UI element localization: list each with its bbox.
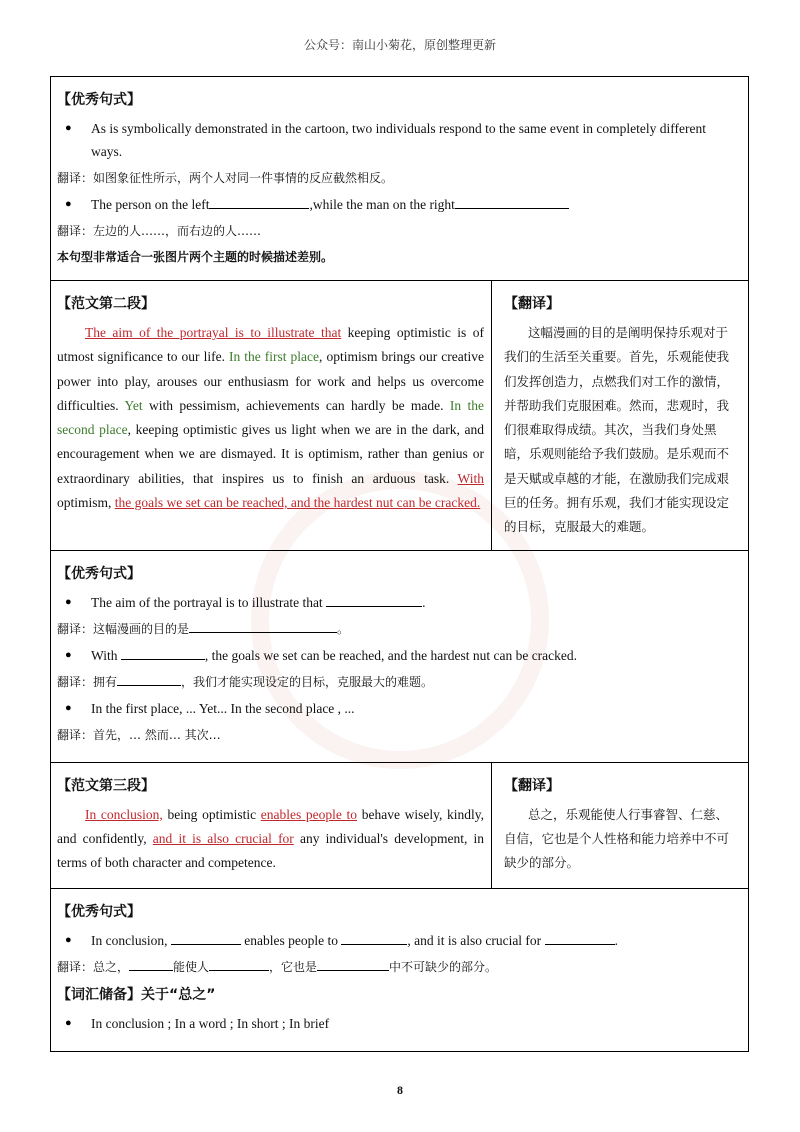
page-header: 公众号：南山小菊花，原创整理更新 — [303, 38, 496, 52]
essay-paragraph-3 — [51, 763, 492, 888]
translation-column — [492, 763, 748, 888]
translation-line: 翻译：首先，… 然而… 其次… — [57, 727, 221, 742]
translation-line: 翻译：这幅漫画的目的是 。 — [57, 618, 736, 640]
essay-text: In conclusion, being optimistic enables people to behave wisely, kindly, and confidently, and it is also crucial for any individual's development, in terms of both character and competence. — [57, 806, 484, 871]
translation-line: 翻译：如图象征性所示，两个人对同一件事情的反应截然相反。 — [57, 171, 394, 185]
bullet-item: ● The person on the left ,while the man on the right — [57, 193, 736, 216]
translation-column — [492, 281, 748, 550]
chinese-translation: 这幅漫画的目的是阐明保持乐观对于我们的生活至关重要。首先，乐观能使我们发挥创造力，点燃我们对工作的激情，并帮助我们克服困难。然而，悲观时，我们很难取得成绩。其次，当我们身处黑暗，乐观则能给予我们鼓励。是乐观而不是天赋或卓越的才能，在激励我们完成艰巨的任务。拥有乐观，我们才能实现设定的目标，克服最大的难题。 — [504, 325, 730, 535]
section-title: 【优秀句式】 — [57, 565, 141, 582]
section-title: 【范文第三段】 — [57, 777, 155, 794]
fill-blank — [341, 931, 407, 945]
bullet-item: ● In conclusion, enables people to , and it is also crucial for . — [57, 929, 736, 952]
fill-blank — [121, 646, 205, 660]
fill-blank — [209, 195, 309, 209]
excellent-sentences-box-3 — [50, 888, 749, 1052]
page-number: 8 — [397, 1083, 403, 1097]
fill-blank — [189, 619, 337, 633]
fill-blank — [129, 957, 173, 971]
bullet-item: ● With , the goals we set can be reached, and the hardest nut can be cracked. — [57, 644, 736, 667]
bullet-item: ● In the first place, ... Yet... In the second place , ... — [57, 697, 736, 720]
vocabulary-title: 【词汇储备】关于“总之” — [57, 986, 216, 1003]
fill-blank — [117, 672, 181, 686]
translation-line: 翻译：拥有 ，我们才能实现设定的目标，克服最大的难题。 — [57, 671, 736, 693]
translation-line: 翻译：总之， 能使人 ，它也是 中不可缺少的部分。 — [57, 956, 736, 978]
section-title: 【翻译】 — [504, 777, 560, 794]
bullet-item: ● The aim of the portrayal is to illustrate that . — [57, 591, 736, 614]
fill-blank — [455, 195, 569, 209]
section-title: 【优秀句式】 — [57, 903, 141, 920]
bullet-item: ● In conclusion ; In a word ; In short ; In brief — [57, 1012, 736, 1035]
excellent-sentences-box-1 — [50, 76, 749, 280]
fill-blank — [317, 957, 389, 971]
model-paragraph-3-box — [50, 762, 749, 888]
fill-blank — [209, 957, 269, 971]
fill-blank — [326, 593, 422, 607]
document-table — [50, 76, 749, 1052]
model-paragraph-2-box — [50, 280, 749, 550]
excellent-sentences-box-2 — [50, 550, 749, 762]
section-title: 【翻译】 — [504, 296, 560, 312]
section-title: 【范文第二段】 — [57, 296, 155, 312]
section-title: 【优秀句式】 — [57, 92, 141, 108]
bullet-item: ● As is symbolically demonstrated in the cartoon, two individuals respond to the same event in completely different ways. — [57, 117, 736, 163]
fill-blank — [545, 931, 615, 945]
translation-line: 翻译：左边的人……，而右边的人…… — [57, 224, 262, 238]
fill-blank — [171, 931, 241, 945]
essay-text: The aim of the portrayal is to illustrate that keeping optimistic is of utmost significance to our life. In the first place, optimism brings our creative power into play, arouses our enthusiasm for work and helps us overcome difficulties. Yet with pessimism, achievements can hardly be made. In the second place, keeping optimistic gives us light when we are in the dark, and encouragement when we are dismayed. It is optimism, rather than genius or extraordinary abilities, that inspires us to finish an arduous task. With optimism, the goals we set can be reached, and the hardest nut can be cracked. — [57, 325, 485, 511]
essay-paragraph-2 — [51, 281, 492, 550]
chinese-translation: 总之，乐观能使人行事睿智、仁慈、自信，它也是个人性格和能力培养中不可缺少的部分。 — [504, 806, 730, 871]
usage-note: 本句型非常适合一张图片两个主题的时候描述差别。 — [57, 250, 334, 264]
